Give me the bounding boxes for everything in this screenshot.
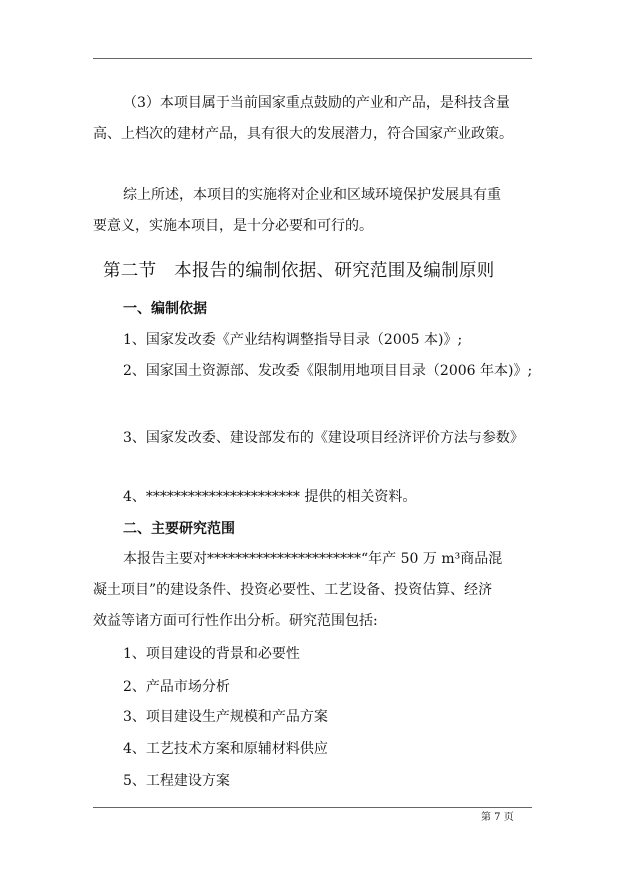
paragraph-line: 要意义，实施本项目，是十分必要和可行的。 bbox=[93, 218, 373, 234]
list-item: 3、国家发改委、建设部发布的《建设项目经济评价方法与参数》 bbox=[123, 430, 524, 446]
list-item: 2、产品市场分析 bbox=[123, 679, 230, 695]
paragraph-line: 效益等诸方面可行性作出分析。研究范围包括: bbox=[93, 613, 378, 629]
list-item: 5、工程建设方案 bbox=[123, 773, 230, 789]
list-item: 3、项目建设生产规模和产品方案 bbox=[123, 709, 328, 725]
list-item: 4、********************** 提供的相关资料。 bbox=[123, 489, 417, 505]
footer-rule bbox=[93, 807, 532, 808]
list-item: 2、国家国土资源部、发改委《限制用地项目目录（2006 年本)》; bbox=[123, 363, 533, 379]
list-item: 1、项目建设的背景和必要性 bbox=[123, 646, 300, 662]
page-number: 第 7 页 bbox=[481, 812, 514, 823]
paragraph-line: 本报告主要对**********************“年产 50 万 m³商品混 bbox=[123, 551, 503, 567]
subsection-title: 一、编制依据 bbox=[123, 301, 207, 317]
paragraph-line: 高、上档次的建材产品，具有很大的发展潜力，符合国家产业政策。 bbox=[93, 126, 513, 142]
header-rule bbox=[93, 58, 532, 59]
paragraph-line: 凝土项目”的建设条件、投资必要性、工艺设备、投资估算、经济 bbox=[93, 582, 493, 598]
paragraph-line: （3）本项目属于当前国家重点鼓励的产业和产品，是科技含量 bbox=[123, 95, 510, 111]
paragraph-line: 综上所述，本项目的实施将对企业和区域环境保护发展具有重 bbox=[123, 187, 501, 203]
section-title: 第二节 本报告的编制依据、研究范围及编制原则 bbox=[103, 261, 495, 281]
list-item: 1、国家发改委《产业结构调整指导目录（2005 本)》; bbox=[123, 332, 463, 348]
subsection-title: 二、主要研究范围 bbox=[123, 521, 235, 537]
list-item: 4、工艺技术方案和原辅材料供应 bbox=[123, 741, 328, 757]
